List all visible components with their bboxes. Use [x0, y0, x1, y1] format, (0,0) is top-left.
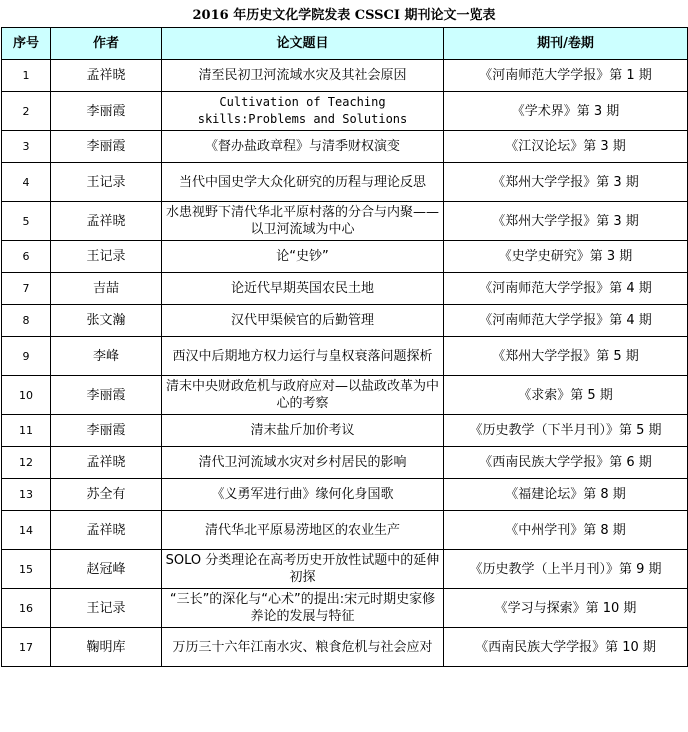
- row-journal: 《西南民族大学学报》第 6 期: [444, 447, 688, 479]
- row-author: 孟祥晓: [51, 60, 162, 92]
- row-journal: 《江汉论坛》第 3 期: [444, 131, 688, 163]
- row-no: 6: [2, 241, 51, 273]
- row-journal: 《河南师范大学学报》第 4 期: [444, 273, 688, 305]
- row-author: 李丽霞: [51, 92, 162, 131]
- row-paper: 西汉中后期地方权力运行与皇权衰落问题探析: [162, 337, 444, 376]
- table-row: [2, 241, 688, 273]
- row-journal: 《郑州大学学报》第 3 期: [444, 202, 688, 241]
- table-row: [2, 60, 688, 92]
- table-row: [2, 415, 688, 447]
- row-author: 李丽霞: [51, 131, 162, 163]
- row-journal: 《学习与探索》第 10 期: [444, 589, 688, 628]
- row-author: 李丽霞: [51, 376, 162, 415]
- row-journal: 《河南师范大学学报》第 1 期: [444, 60, 688, 92]
- row-journal: 《郑州大学学报》第 3 期: [444, 163, 688, 202]
- header-journal: 期刊/卷期: [444, 28, 688, 60]
- row-no: 14: [2, 511, 51, 550]
- row-no: 7: [2, 273, 51, 305]
- row-no: 3: [2, 131, 51, 163]
- row-journal: 《历史教学（上半月刊）》第 9 期: [444, 550, 688, 589]
- row-journal: 《史学史研究》第 3 期: [444, 241, 688, 273]
- row-paper: 论“史钞”: [162, 241, 444, 273]
- row-author: 王记录: [51, 241, 162, 273]
- row-author: 孟祥晓: [51, 511, 162, 550]
- table-row: [2, 447, 688, 479]
- row-paper: 清末盐斤加价考议: [162, 415, 444, 447]
- row-no: 9: [2, 337, 51, 376]
- row-paper: SOLO 分类理论在高考历史开放性试题中的延伸初探: [162, 550, 444, 589]
- row-author: 李丽霞: [51, 415, 162, 447]
- row-paper: 清代卫河流域水灾对乡村居民的影响: [162, 447, 444, 479]
- table-row: [2, 163, 688, 202]
- row-no: 2: [2, 92, 51, 131]
- row-journal: 《历史教学（下半月刊）》第 5 期: [444, 415, 688, 447]
- row-paper: Cultivation of Teaching skills:Problems and Solutions: [162, 92, 444, 131]
- table-row: [2, 550, 688, 589]
- table-row: [2, 479, 688, 511]
- row-paper: 当代中国史学大众化研究的历程与理论反思: [162, 163, 444, 202]
- row-no: 10: [2, 376, 51, 415]
- row-journal: 《郑州大学学报》第 5 期: [444, 337, 688, 376]
- table-row: [2, 376, 688, 415]
- row-no: 4: [2, 163, 51, 202]
- row-author: 王记录: [51, 589, 162, 628]
- table-row: [2, 92, 688, 131]
- row-paper: 清至民初卫河流域水灾及其社会原因: [162, 60, 444, 92]
- row-no: 11: [2, 415, 51, 447]
- table-row: [2, 628, 688, 667]
- table-row: [2, 511, 688, 550]
- row-author: 王记录: [51, 163, 162, 202]
- row-journal: 《学术界》第 3 期: [444, 92, 688, 131]
- row-author: 吉喆: [51, 273, 162, 305]
- row-journal: 《福建论坛》第 8 期: [444, 479, 688, 511]
- row-journal: 《河南师范大学学报》第 4 期: [444, 305, 688, 337]
- table-row: [2, 337, 688, 376]
- row-no: 15: [2, 550, 51, 589]
- table-row: [2, 131, 688, 163]
- row-paper: 水患视野下清代华北平原村落的分合与内聚——以卫河流域为中心: [162, 202, 444, 241]
- row-paper: 《督办盐政章程》与清季财权演变: [162, 131, 444, 163]
- row-no: 8: [2, 305, 51, 337]
- row-paper: 万历三十六年江南水灾、粮食危机与社会应对: [162, 628, 444, 667]
- row-no: 13: [2, 479, 51, 511]
- table-row: [2, 589, 688, 628]
- row-paper: 清末中央财政危机与政府应对—以盐政改革为中心的考察: [162, 376, 444, 415]
- table-row: [2, 202, 688, 241]
- row-no: 5: [2, 202, 51, 241]
- row-author: 张文瀚: [51, 305, 162, 337]
- row-author: 鞠明库: [51, 628, 162, 667]
- row-no: 1: [2, 60, 51, 92]
- row-journal: 《中州学刊》第 8 期: [444, 511, 688, 550]
- row-no: 16: [2, 589, 51, 628]
- row-no: 12: [2, 447, 51, 479]
- page-title: 2016 年历史文化学院发表 CSSCI 期刊论文一览表: [192, 8, 496, 23]
- table-row: [2, 273, 688, 305]
- row-paper: 《义勇军进行曲》缘何化身国歌: [162, 479, 444, 511]
- header-author: 作者: [51, 28, 162, 60]
- row-author: 苏全有: [51, 479, 162, 511]
- papers-table: [1, 27, 688, 667]
- row-journal: 《西南民族大学学报》第 10 期: [444, 628, 688, 667]
- header-paper: 论文题目: [162, 28, 444, 60]
- row-author: 李峰: [51, 337, 162, 376]
- row-author: 赵冠峰: [51, 550, 162, 589]
- row-author: 孟祥晓: [51, 202, 162, 241]
- row-paper: “三长”的深化与“心术”的提出:宋元时期史家修养论的发展与特征: [162, 589, 444, 628]
- row-paper: 汉代甲渠候官的后勤管理: [162, 305, 444, 337]
- header-no: 序号: [2, 28, 51, 60]
- row-no: 17: [2, 628, 51, 667]
- table-header-row: [2, 28, 688, 60]
- row-author: 孟祥晓: [51, 447, 162, 479]
- row-journal: 《求索》第 5 期: [444, 376, 688, 415]
- row-paper: 论近代早期英国农民土地: [162, 273, 444, 305]
- row-paper: 清代华北平原易涝地区的农业生产: [162, 511, 444, 550]
- table-row: [2, 305, 688, 337]
